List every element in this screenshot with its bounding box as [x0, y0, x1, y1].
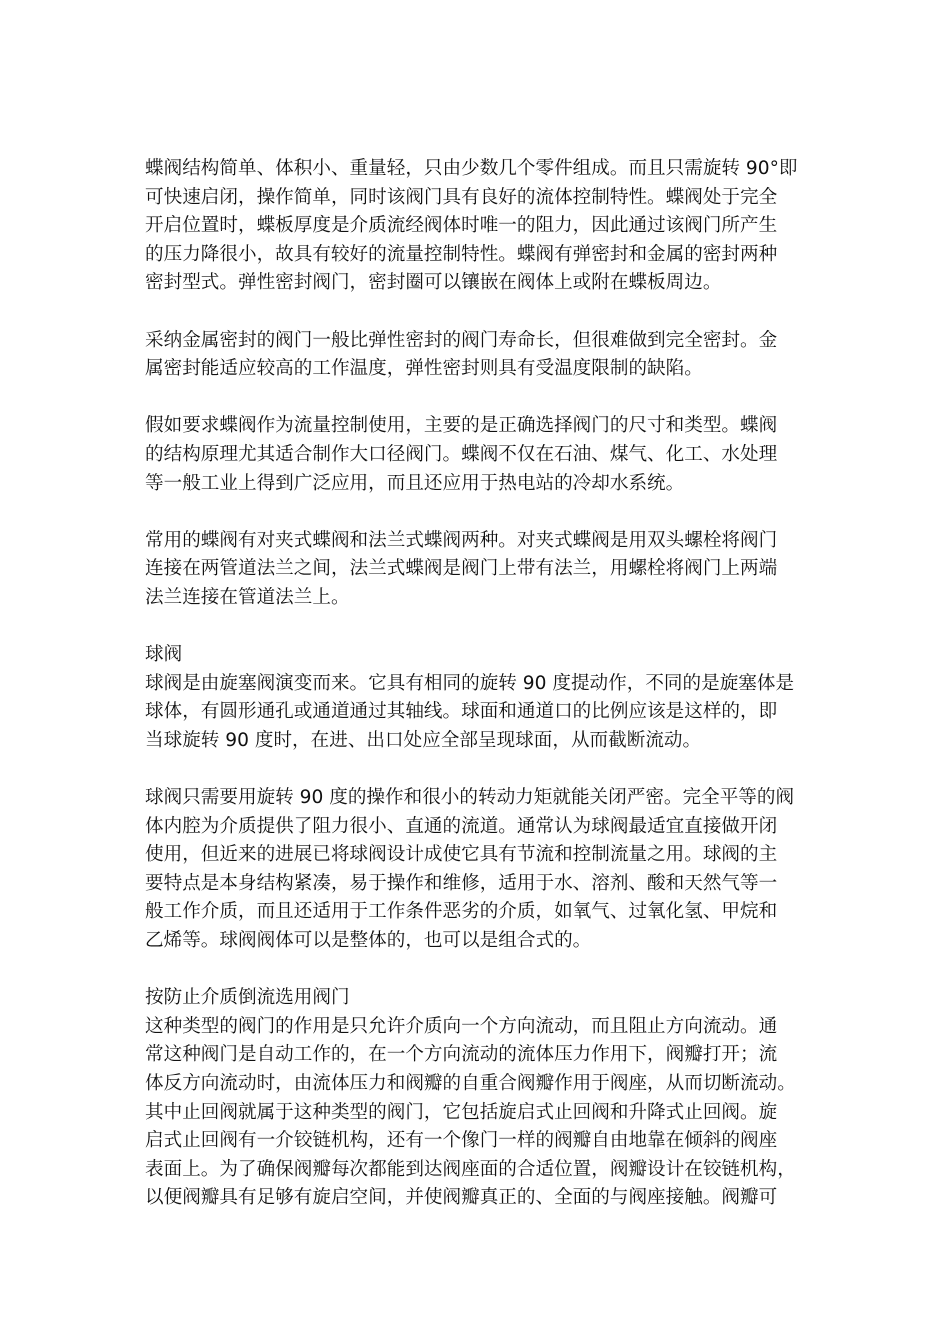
text-line: 假如要求蝶阀作为流量控制使用，主要的是正确选择阀门的尺寸和类型。蝶阀: [145, 415, 778, 437]
paragraph-gap: [145, 613, 807, 642]
text-line: 蝶阀结构简单、体积小、重量轻，只由少数几个零件组成。而且只需旋转 90°即: [145, 158, 798, 179]
paragraph-ball-valve-features: [145, 784, 807, 956]
text-line: 般工作介质，而且还适用于工作条件恶劣的介质，如氧气、过氧化氢、甲烷和: [145, 901, 778, 923]
text-line: 球阀只需要用旋转 90 度的操作和很小的转动力矩就能关闭严密。完全平等的阀: [145, 787, 795, 809]
text-line: 表面上。为了确保阀瓣每次都能到达阀座面的合适位置，阀瓣设计在铰链机构，: [145, 1158, 796, 1180]
text-line: 的压力降很小，故具有较好的流量控制特性。蝶阀有弹密封和金属的密封两种: [145, 243, 778, 265]
paragraph-gap: [145, 755, 807, 784]
text-line: 使用，但近来的进展已将球阀设计成使它具有节流和控制流量之用。球阀的主: [145, 844, 778, 866]
text-line: 要特点是本身结构紧凑，易于操作和维修，适用于水、溶剂、酸和天然气等一: [145, 872, 778, 894]
text-line: 以便阀瓣具有足够有旋启空间，并使阀瓣真正的、全面的与阀座接触。阀瓣可: [145, 1187, 778, 1209]
text-line: 密封型式。弹性密封阀门，密封圈可以镶嵌在阀体上或附在蝶板周边。: [145, 272, 722, 294]
paragraph-gap: [145, 384, 807, 413]
text-line: 法兰连接在管道法兰上。: [145, 586, 350, 608]
paragraph-butterfly-valve-structure: [145, 155, 807, 298]
paragraph-gap: [145, 956, 807, 985]
text-line: 可快速启闭，操作简单，同时该阀门具有良好的流体控制特性。蝶阀处于完全: [145, 186, 778, 208]
section-heading: 球阀: [145, 644, 183, 666]
paragraph-gap: [145, 298, 807, 327]
text-line: 这种类型的阀门的作用是只允许介质向一个方向流动，而且阻止方向流动。通: [145, 1015, 778, 1037]
document-body: [145, 155, 807, 1213]
text-line: 启式止回阀有一介铰链机构，还有一个像门一样的阀瓣自由地靠在倾斜的阀座: [145, 1130, 778, 1152]
text-line: 等一般工业上得到广泛应用，而且还应用于热电站的冷却水系统。: [145, 472, 685, 494]
text-line: 当球旋转 90 度时，在进、出口处应全部呈现球面，从而截断流动。: [145, 729, 702, 751]
text-line: 乙烯等。球阀阀体可以是整体的，也可以是组合式的。: [145, 930, 592, 952]
text-line: 常用的蝶阀有对夹式蝶阀和法兰式蝶阀两种。对夹式蝶阀是用双头螺栓将阀门: [145, 529, 778, 551]
text-line: 采纳金属密封的阀门一般比弹性密封的阀门寿命长，但很难做到完全密封。金: [145, 329, 778, 351]
paragraph-flow-control: [145, 412, 807, 498]
text-line: 球阀是由旋塞阀演变而来。它具有相同的旋转 90 度提动作，不同的是旋塞体是: [145, 672, 795, 694]
text-line: 体反方向流动时，由流体压力和阀瓣的自重合阀瓣作用于阀座，从而切断流动。: [145, 1073, 796, 1094]
text-line: 球体，有圆形通孔或通道通过其轴线。球面和通道口的比例应该是这样的，即: [145, 701, 778, 723]
text-line: 连接在两管道法兰之间，法兰式蝶阀是阀门上带有法兰，用螺栓将阀门上两端: [145, 558, 778, 580]
paragraph-ball-valve: [145, 641, 807, 755]
text-line: 的结构原理尤其适合制作大口径阀门。蝶阀不仅在石油、煤气、化工、水处理: [145, 443, 778, 465]
paragraph-gap: [145, 498, 807, 527]
text-line: 其中止回阀就属于这种类型的阀门，它包括旋启式止回阀和升降式止回阀。旋: [145, 1101, 778, 1123]
text-line: 常这种阀门是自动工作的，在一个方向流动的流体压力作用下，阀瓣打开；流: [145, 1044, 778, 1066]
paragraph-metal-seal: [145, 327, 807, 384]
paragraph-check-valve: [145, 984, 807, 1213]
section-heading: 按防止介质倒流选用阀门: [145, 987, 350, 1009]
text-line: 属密封能适应较高的工作温度，弹性密封则具有受温度限制的缺陷。: [145, 358, 703, 380]
text-line: 体内腔为介质提供了阻力很小、直通的流道。通常认为球阀最适宜直接做开闭: [145, 815, 778, 837]
text-line: 开启位置时，蝶板厚度是介质流经阀体时唯一的阻力，因此通过该阀门所产生: [145, 215, 778, 237]
paragraph-wafer-flange: [145, 527, 807, 613]
